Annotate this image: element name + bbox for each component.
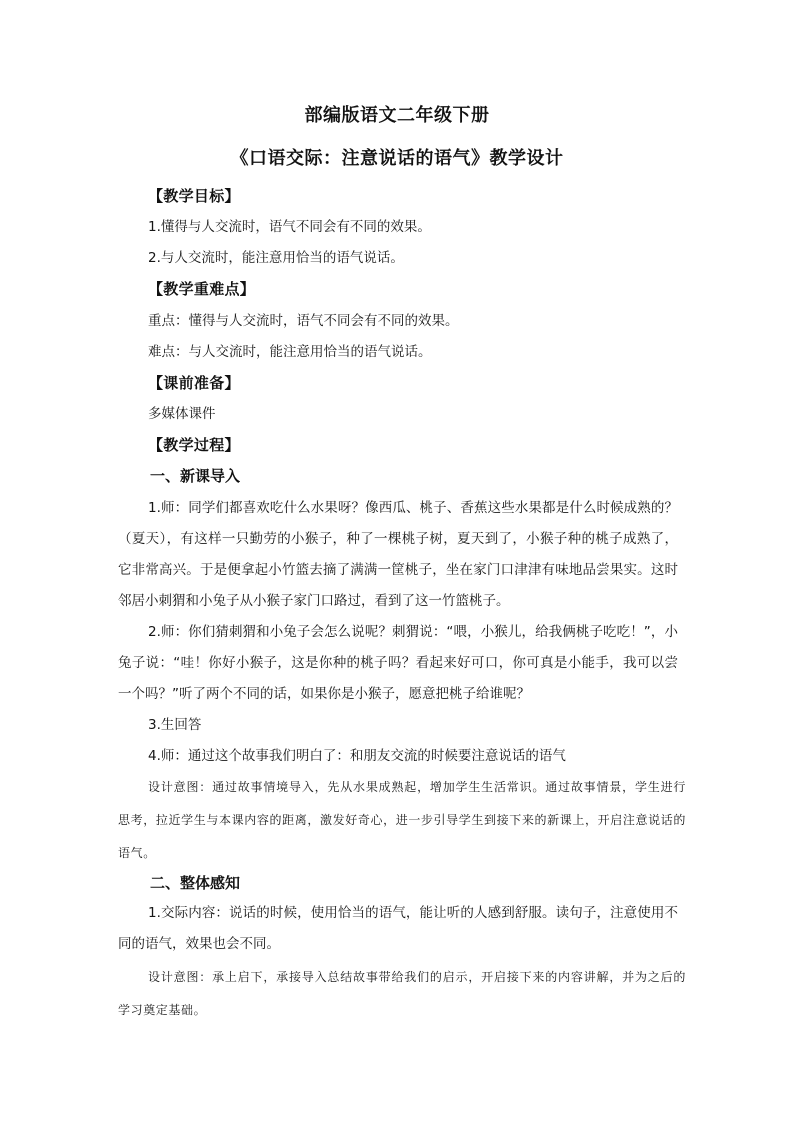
key-point-item: 重点：懂得与人交流时，语气不同会有不同的效果。 (148, 313, 459, 329)
goal-item-1: 1.懂得与人交流时，语气不同会有不同的效果。 (148, 219, 431, 235)
heading-teaching-goals: 【教学目标】 (148, 187, 240, 205)
part2-paragraph-1: 1.交际内容：说话的时候，使用恰当的语气，能让听的人感到舒服。读句子，注意使用不同的语气，效果也会不同。 (118, 905, 678, 952)
heading-part1-intro: 一、新课导入 (150, 467, 241, 485)
part1-design-intent: 设计意图：通过故事情境导入，先从水果成熟起，增加学生生活常识。通过故事情景，学生进行思考，拉近学生与本课内容的距离，激发好奇心，进一步引导学生到接下来的新课上，开启注意说话的语气。 (118, 780, 686, 860)
document-title-line2: 《口语交际：注意说话的语气》教学设计 (230, 148, 564, 169)
difficult-point-item: 难点：与人交流时，能注意用恰当的语气说话。 (148, 344, 432, 360)
goal-item-2: 2.与人交流时，能注意用恰当的语气说话。 (148, 250, 404, 266)
document-title-line1: 部编版语文二年级下册 (304, 105, 490, 126)
part1-paragraph-2: 2.师：你们猜刺猬和小兔子会怎么说呢？刺猬说：“喂，小猴儿，给我俩桃子吃吃！”，小兔子说：“哇！你好小猴子，这是你种的桃子吗？看起来好可口，你可真是小能手，我可以尝一个吗？”听了两个不同的话，如果你是小猴子，愿意把桃子给谁呢？ (118, 624, 678, 702)
heading-key-points: 【教学重难点】 (148, 280, 256, 298)
heading-teaching-process: 【教学过程】 (148, 436, 240, 454)
part2-design-intent: 设计意图：承上启下，承接导入总结故事带给我们的启示，开启接下来的内容讲解，并为之后的学习奠定基础。 (118, 970, 686, 1017)
part1-paragraph-4: 4.师：通过这个故事我们明白了：和朋友交流的时候要注意说话的语气 (148, 748, 566, 764)
heading-preparation: 【课前准备】 (148, 374, 240, 392)
part1-paragraph-3: 3.生回答 (148, 717, 202, 733)
preparation-text: 多媒体课件 (148, 406, 216, 422)
heading-part2-overview: 二、整体感知 (150, 874, 241, 892)
part1-paragraph-1: 1.师：同学们都喜欢吃什么水果呀？像西瓜、桃子、香蕉这些水果都是什么时候成熟的？（夏天），有这样一只勤劳的小猴子，种了一棵桃子树，夏天到了，小猴子种的桃子成熟了，它非常高兴。于是便拿起小竹篮去摘了满满一筐桃子，坐在家门口津津有味地品尝果实。这时邻居小刺猬和小兔子从小猴子家门口路过，看到了这一竹篮桃子。 (118, 500, 678, 609)
